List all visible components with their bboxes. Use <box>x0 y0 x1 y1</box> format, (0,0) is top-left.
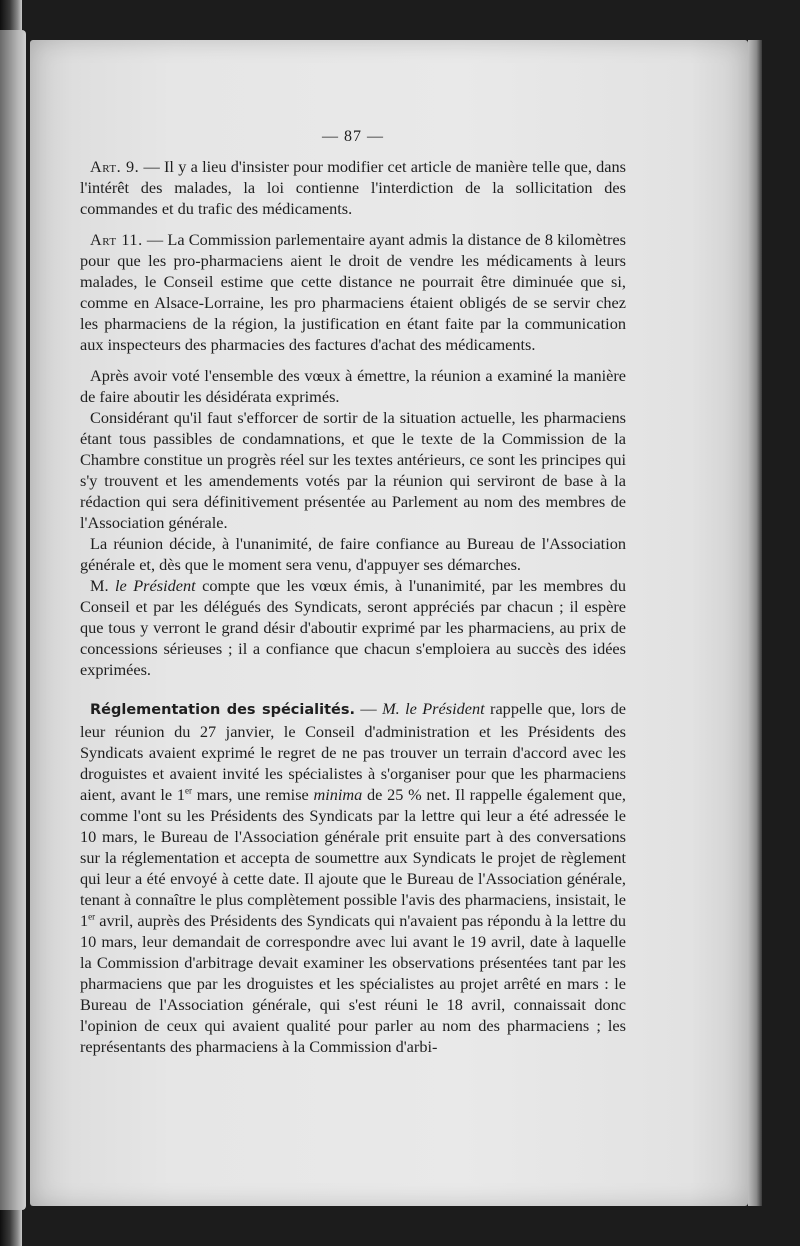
article-9-paragraph <box>80 156 626 219</box>
minima-word: minima <box>313 785 363 804</box>
president-prefix: M. <box>90 576 116 595</box>
section-heading-reglementation: Réglementation des spécialités. <box>90 702 355 718</box>
paragraph-voeux: Après avoir voté l'ensemble des vœux à émettre, la réunion a examiné la manière de faire aboutir les désidérata exprimés. <box>80 366 626 406</box>
page-number: — 87 — <box>322 128 384 145</box>
heading-dash: — <box>354 699 383 718</box>
paragraph-president <box>80 575 626 680</box>
article-11-label: Art 11. <box>90 230 143 249</box>
reglementation-text-2: mars, une remise <box>192 785 314 804</box>
superscript-er-1: er <box>185 785 192 796</box>
facing-page-edge <box>0 30 26 1210</box>
president-title: le Président <box>115 576 196 595</box>
president-title-2: M. le Président <box>382 699 485 718</box>
paragraph-reunion-decide: La réunion décide, à l'unanimité, de faire confiance au Bureau de l'Association générale et, dès que le moment sera venu, d'appuyer ses démarches. <box>80 534 626 574</box>
page-stack-edge <box>748 40 762 1206</box>
article-11-paragraph <box>80 229 626 355</box>
paragraph-considerant: Considérant qu'il faut s'efforcer de sortir de la situation actuelle, les pharmaciens étant tous passibles de condamnations, et que le texte de la Commission de la Chambre constitue un progrès réel sur les textes antérieurs, ce sont les principes qui s'y trouvent et les amendements votés par la réunion qui serviront de base à la rédaction qui sera définitivement présentée au Parlement au nom des membres de l'Association générale. <box>80 408 626 532</box>
president-text: compte que les vœux émis, à l'unanimité, par les membres du Conseil et par les délégués des Syndicats, seront appréciés par chacun ; il espère que tous y verront le grand désir d'aboutir exprimé par les pharmaciens, au prix de concessions sérieuses ; il a confiance que chacun s'emploiera au succès des idées exprimées. <box>80 576 626 679</box>
reglementation-text-1: rappelle que, lors de leur réunion du 27 janvier, le Conseil d'administration et les Présidents des Syndicats avaient exprimé le regret de ne pas trouver un terrain d'accord avec les droguistes et avaient invité les spécialistes à s'organiser pour que les pharmaciens aient, avant le 1 <box>80 699 627 804</box>
reglementation-text-4: avril, auprès des Présidents des Syndicats qui n'avaient pas répondu à la lettre du 10 mars, leur demandait de correspondre avec lui avant le 19 avril, date à laquelle la Commission d'arbitrage devait examiner les observations présentées tant par les pharmaciens que par les droguistes et les spécialistes au projet arrêté en mars : le Bureau de l'Association générale, qui s'est réuni le 18 avril, connaissait donc l'opinion de ceux qui avaient qualité pour parler au nom des pharmaciens ; les représentants des pharmaciens à la Commission d'arbi- <box>80 911 626 1056</box>
paragraph-reglementation <box>80 698 626 1057</box>
article-9-text: — Il y a lieu d'insister pour modifier cet article de manière telle que, dans l'intérêt des malades, la loi contienne l'interdiction de la sollicitation des commandes et du trafic des médicaments. <box>80 157 626 218</box>
reglementation-text-3: de 25 % net. Il rappelle également que, comme l'ont su les Présidents des Syndicats par la lettre qui leur a été adressée le 10 mars, le Bureau de l'Association générale prit ensuite part à des conversations sur la réglementation et accepta de soumettre aux Syndicats le projet de règlement qui leur a été envoyé à cette date. Il ajoute que le Bureau de l'Association générale, tenant à connaître le plus complètement possible l'avis des pharmaciens, insistait, le 1 <box>80 785 627 930</box>
superscript-er-2: er <box>88 911 96 922</box>
page-text <box>80 128 626 1057</box>
article-11-text: — La Commission parlementaire ayant admis la distance de 8 kilomètres pour que les pro-pharmaciens aient le droit de vendre les médicaments à leurs malades, le Conseil estime que cette distance ne pourrait être diminuée que si, comme en Alsace-Lorraine, les pro pharmaciens étaient obligés de se servir chez les pharmaciens de la région, la justification en étant faite par la communication aux inspecteurs des pharmacies des factures d'achat des médicaments. <box>80 230 626 354</box>
article-9-label: Art. 9. <box>90 157 140 176</box>
